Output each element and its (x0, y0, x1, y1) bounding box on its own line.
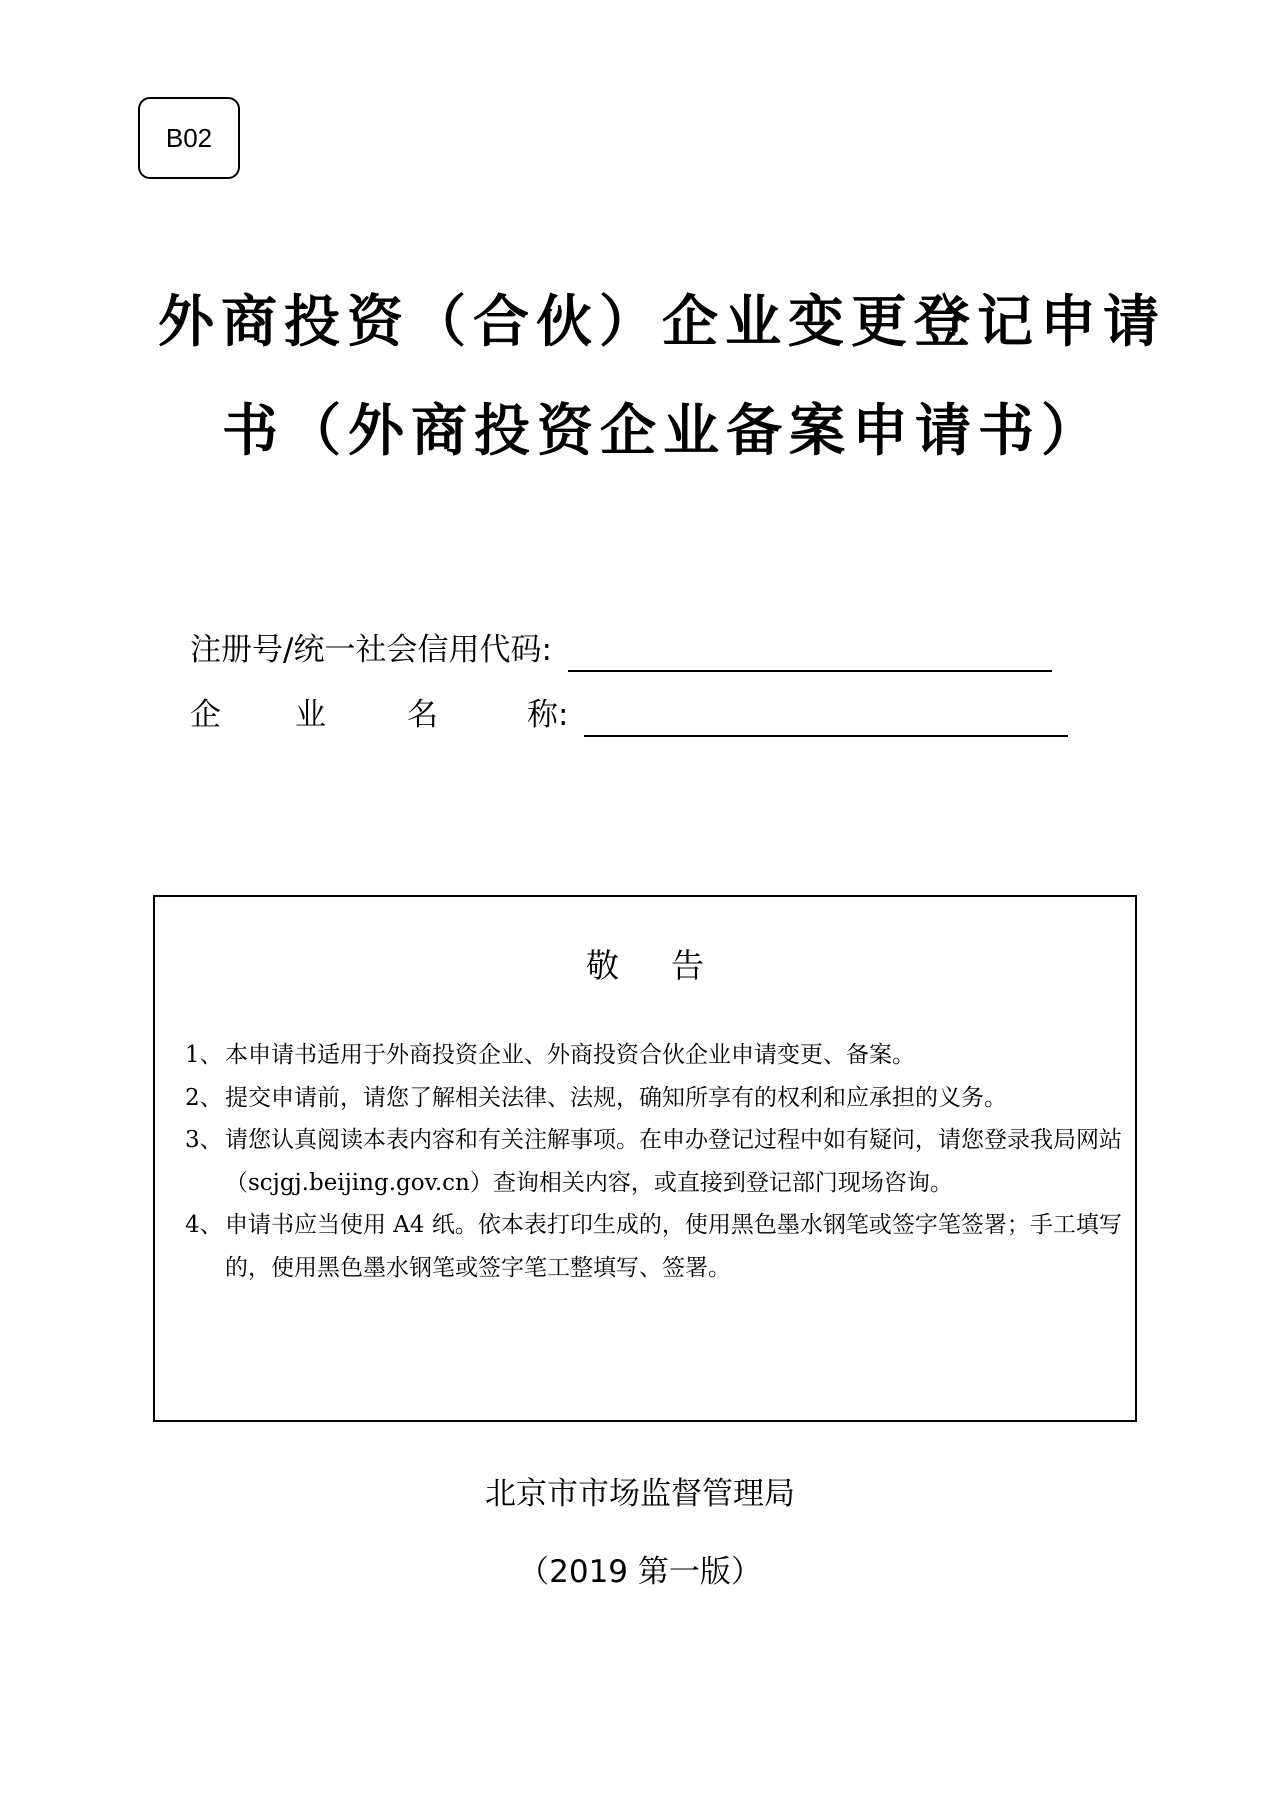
notice-item-text: 本申请书适用于外商投资企业、外商投资合伙企业申请变更、备案。 (225, 1042, 915, 1068)
company-name-label (190, 693, 568, 737)
registration-number-blank[interactable] (568, 634, 1052, 672)
notice-title: 敬告 (586, 946, 756, 985)
registration-number-label: 注册号/统一社会信用代码: (190, 632, 552, 668)
company-name-blank[interactable] (584, 699, 1068, 737)
notice-item (185, 1034, 1125, 1077)
notice-item (185, 1119, 1125, 1204)
notice-item-text: 提交申请前，请您了解相关法律、法规，确知所享有的权利和应承担的义务。 (225, 1084, 1007, 1111)
notice-item-text: 申请书应当使用 A4 纸。依本表打印生成的，使用黑色墨水钢笔或签字笔签署；手工填写的，使用黑色墨水钢笔或签字笔工整填写、签署。 (225, 1212, 1122, 1281)
edition-label: （2019 第一版） (518, 1554, 762, 1590)
issuing-authority: 北京市市场监督管理局 (485, 1476, 795, 1512)
notice-list (185, 1034, 1125, 1289)
form-code-badge (138, 97, 240, 179)
notice-item (185, 1077, 1125, 1120)
company-name-label-char: 业 (295, 697, 326, 733)
company-name-label-char: 企 (190, 697, 221, 733)
document-title-line-2: 书（外商投资企业备案申请书） (222, 399, 1104, 464)
notice-item-text: 请您认真阅读本表内容和有关注解事项。在申办登记过程中如有疑问，请您登录我局网站（scjgj.beijing.gov.cn）查询相关内容，或直接到登记部门现场咨询。 (225, 1127, 1122, 1196)
company-name-label-char: 称: (527, 697, 569, 733)
notice-item (185, 1204, 1125, 1289)
notice-item-number: 4、 (185, 1212, 223, 1238)
company-name-label-char: 名 (407, 697, 438, 733)
document-title-line-1: 外商投资（合伙）企业变更登记申请 (158, 290, 1166, 355)
notice-item-number: 2、 (185, 1084, 223, 1111)
company-name-field (190, 693, 1068, 737)
form-code-text: B02 (165, 122, 213, 153)
notice-box (153, 895, 1137, 1422)
notice-item-number: 1、 (185, 1042, 223, 1068)
registration-number-field (190, 628, 1052, 672)
notice-item-number: 3、 (185, 1127, 223, 1153)
